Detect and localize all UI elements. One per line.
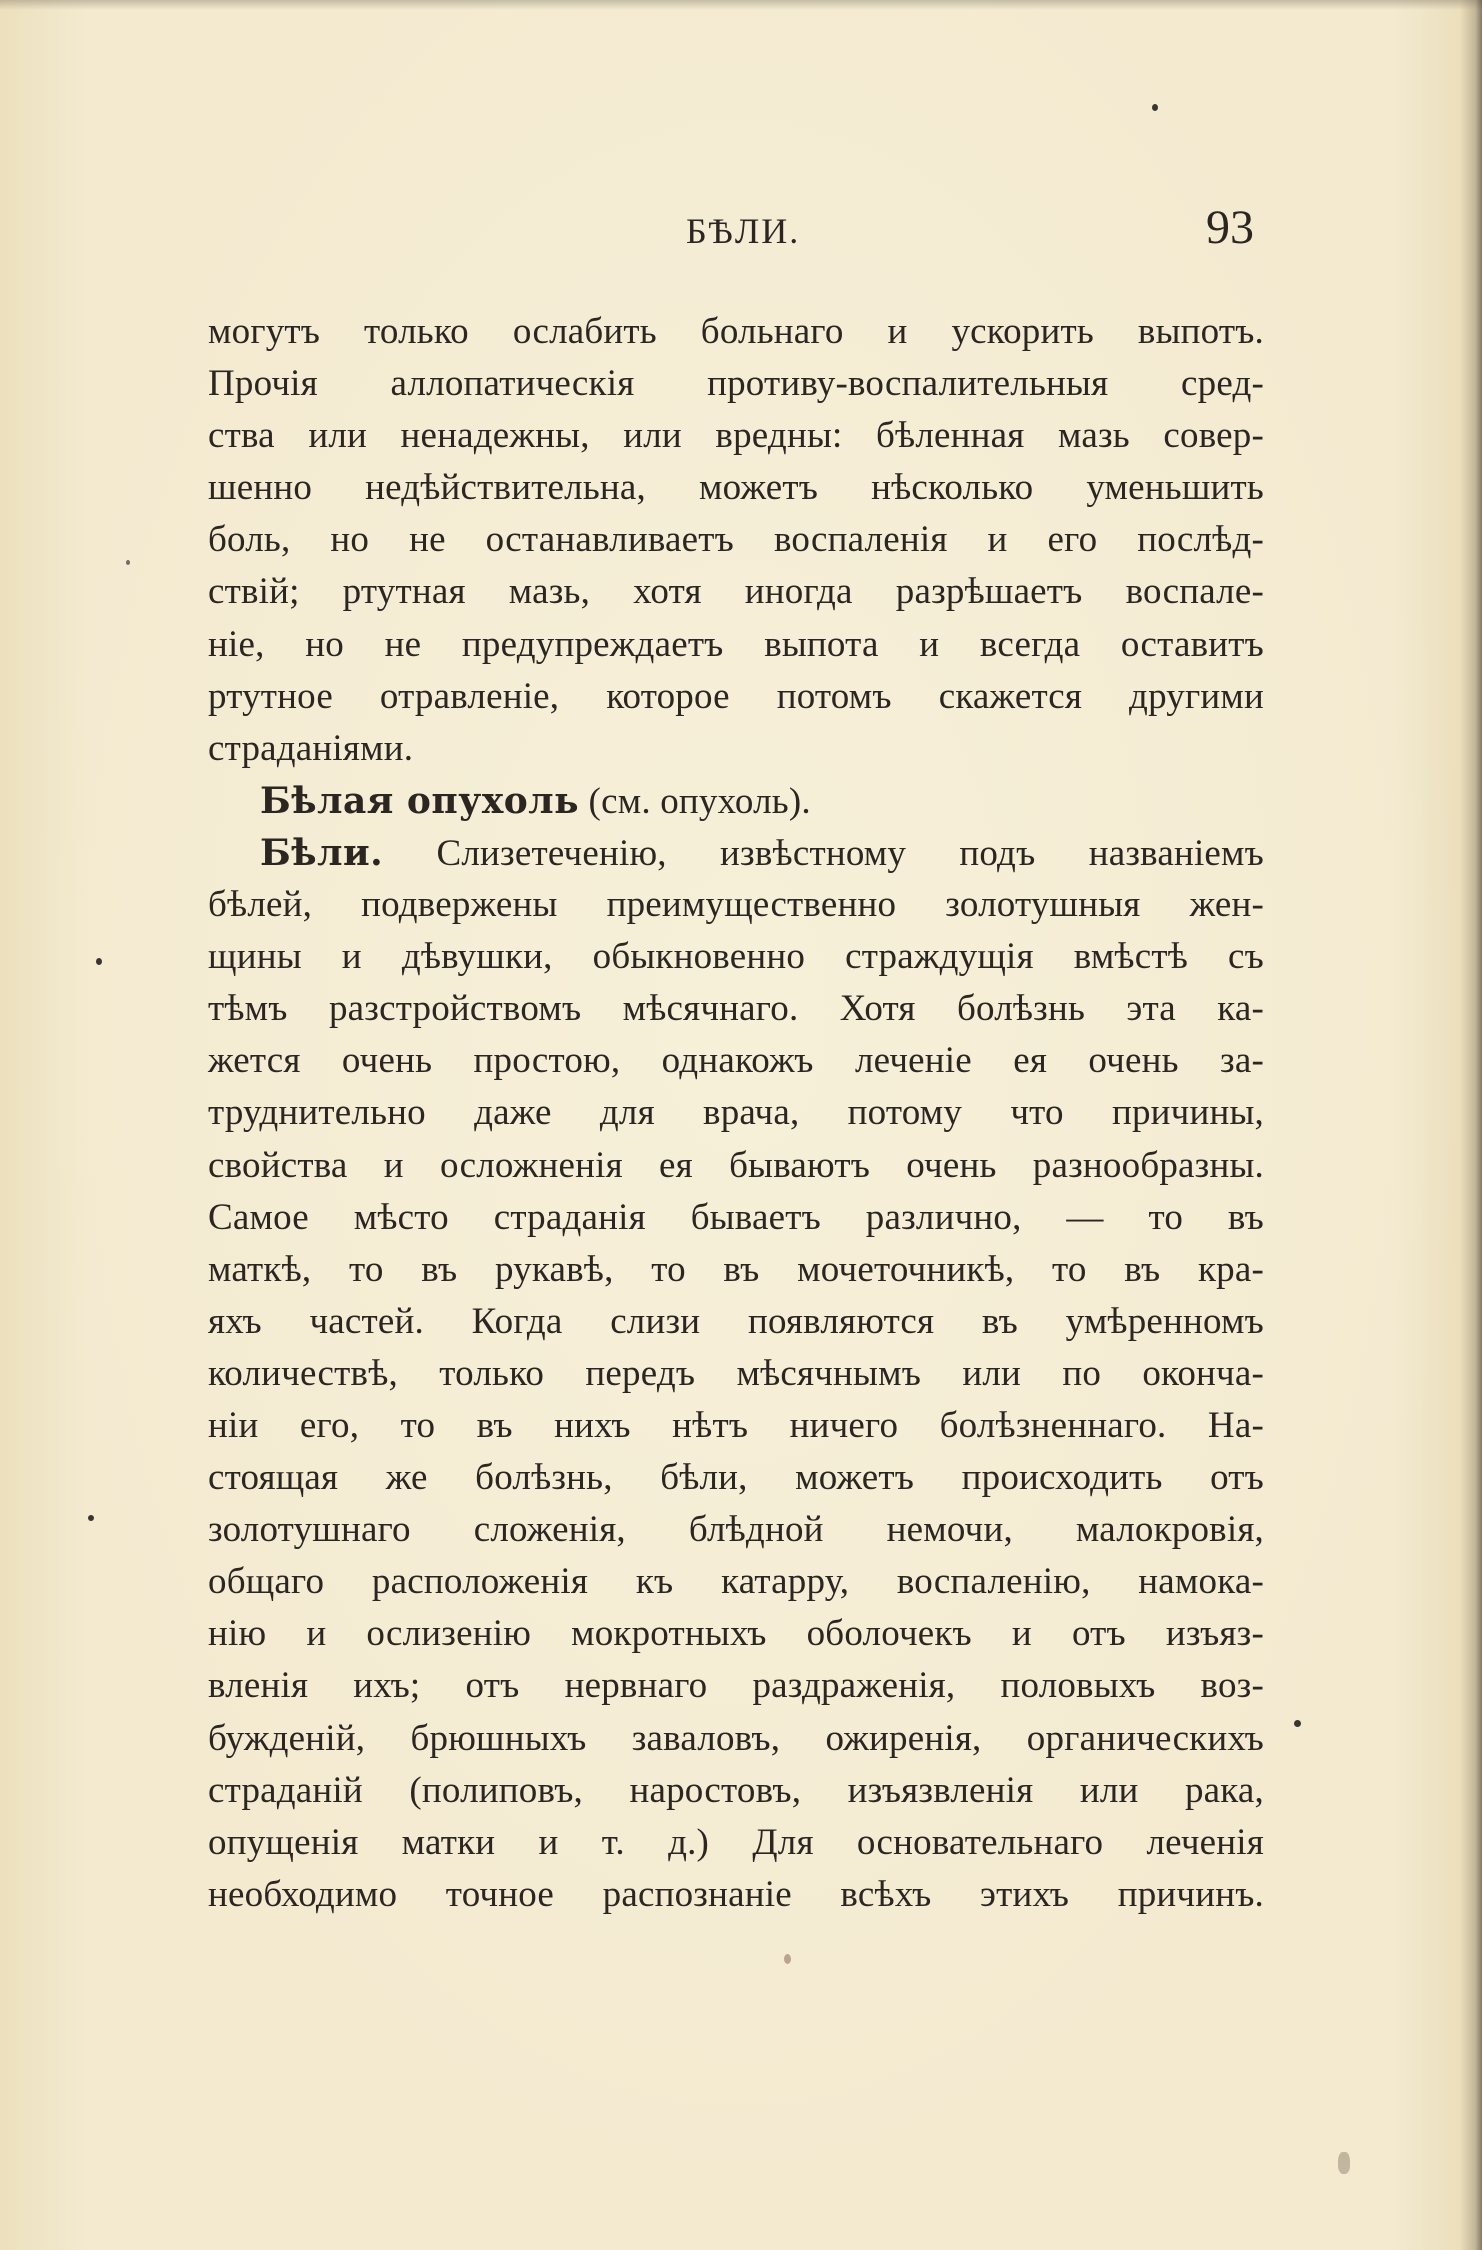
- text-line: маткѣ, то въ рукавѣ, то въ мочеточникѣ, то въ кра-: [208, 1248, 1264, 1290]
- entry-text: Слизетеченію, извѣстному подъ названіемъ: [383, 832, 1264, 874]
- text-line: щины и дѣвушки, обыкновенно страждущія вмѣстѣ съ: [208, 936, 1264, 978]
- page-gutter-shadow: [1460, 0, 1482, 2250]
- page-top-shadow: [0, 0, 1482, 10]
- entry-white-swelling: [208, 775, 1264, 827]
- text-line: опущенія матки и т. д.) Для основательнаго леченія: [208, 1821, 1264, 1863]
- ink-speck: [96, 958, 102, 965]
- text-line: ніи его, то въ нихъ нѣтъ ничего болѣзненнаго. На-: [208, 1404, 1264, 1446]
- text-line: ствій; ртутная мазь, хотя иногда разрѣшаетъ воспале-: [208, 571, 1264, 613]
- entry-term: Бѣлая опухоль: [260, 779, 580, 822]
- text-line: Прочія аллопатическія противу-воспалительныя сред-: [208, 363, 1264, 405]
- text-line: труднительно даже для врача, потому что причины,: [208, 1092, 1264, 1134]
- text-line: нію и ослизенію мокротныхъ оболочекъ и отъ изъяз-: [208, 1613, 1264, 1655]
- entry-reference: (см. опухоль).: [579, 780, 811, 822]
- text-line: могутъ только ослабить больнаго и ускорить выпотъ.: [208, 311, 1264, 352]
- text-line: необходимо точное распознаніе всѣхъ этихъ причинъ.: [208, 1873, 1264, 1915]
- text-line: Самое мѣсто страданія бываетъ различно, — то въ: [208, 1196, 1264, 1238]
- entry-term: Бѣли.: [260, 831, 384, 874]
- text-line: тѣмъ разстройствомъ мѣсячнаго. Хотя болѣзнь эта ка-: [208, 988, 1264, 1030]
- ink-speck: [1152, 104, 1158, 111]
- body-text: [208, 306, 1264, 1921]
- text-line: общаго расположенія къ катарру, воспаленію, намока-: [208, 1561, 1264, 1603]
- text-line: бѣлей, подвержены преимущественно золотушныя жен-: [208, 884, 1264, 926]
- text-line: количествѣ, только передъ мѣсячнымъ или по оконча-: [208, 1352, 1264, 1394]
- text-line: золотушнаго сложенія, блѣдной немочи, малокровія,: [208, 1509, 1264, 1551]
- ink-speck: [1338, 2152, 1350, 2174]
- ink-speck: [1294, 1720, 1301, 1727]
- text-line: боль, но не останавливаетъ воспаленія и его послѣд-: [208, 519, 1264, 561]
- running-head: БѢЛИ.: [686, 211, 801, 251]
- text-line: ніе, но не предупреждаетъ выпота и всегда оставитъ: [208, 623, 1264, 665]
- ink-speck: [126, 560, 130, 565]
- text-line: вленія ихъ; отъ нервнаго раздраженія, половыхъ воз-: [208, 1665, 1264, 1707]
- text-line: ства или ненадежны, или вредны: бѣленная мазь совер-: [208, 415, 1264, 457]
- page-number: 93: [1206, 201, 1254, 254]
- text-line: стоящая же болѣзнь, бѣли, можетъ происходить отъ: [208, 1457, 1264, 1499]
- text-line: страданіями.: [208, 727, 414, 769]
- text-line: яхъ частей. Когда слизи появляются въ умѣренномъ: [208, 1300, 1264, 1342]
- entry-leucorrhea-first-line: [208, 827, 1264, 879]
- text-line: жется очень простою, однакожъ леченіе ея очень за-: [208, 1040, 1264, 1082]
- text-line: страданій (полиповъ, наростовъ, изъязвленія или рака,: [208, 1769, 1264, 1811]
- text-line: свойства и осложненія ея бываютъ очень разнообразны.: [208, 1144, 1264, 1186]
- text-line: ртутное отравленіе, которое потомъ скажется другими: [208, 675, 1264, 717]
- ink-speck: [88, 1515, 94, 1521]
- ink-speck: [784, 1954, 791, 1964]
- text-line: шенно недѣйствительна, можетъ нѣсколько уменьшить: [208, 467, 1264, 509]
- text-line: бужденій, брюшныхъ заваловъ, ожиренія, органическихъ: [208, 1717, 1264, 1759]
